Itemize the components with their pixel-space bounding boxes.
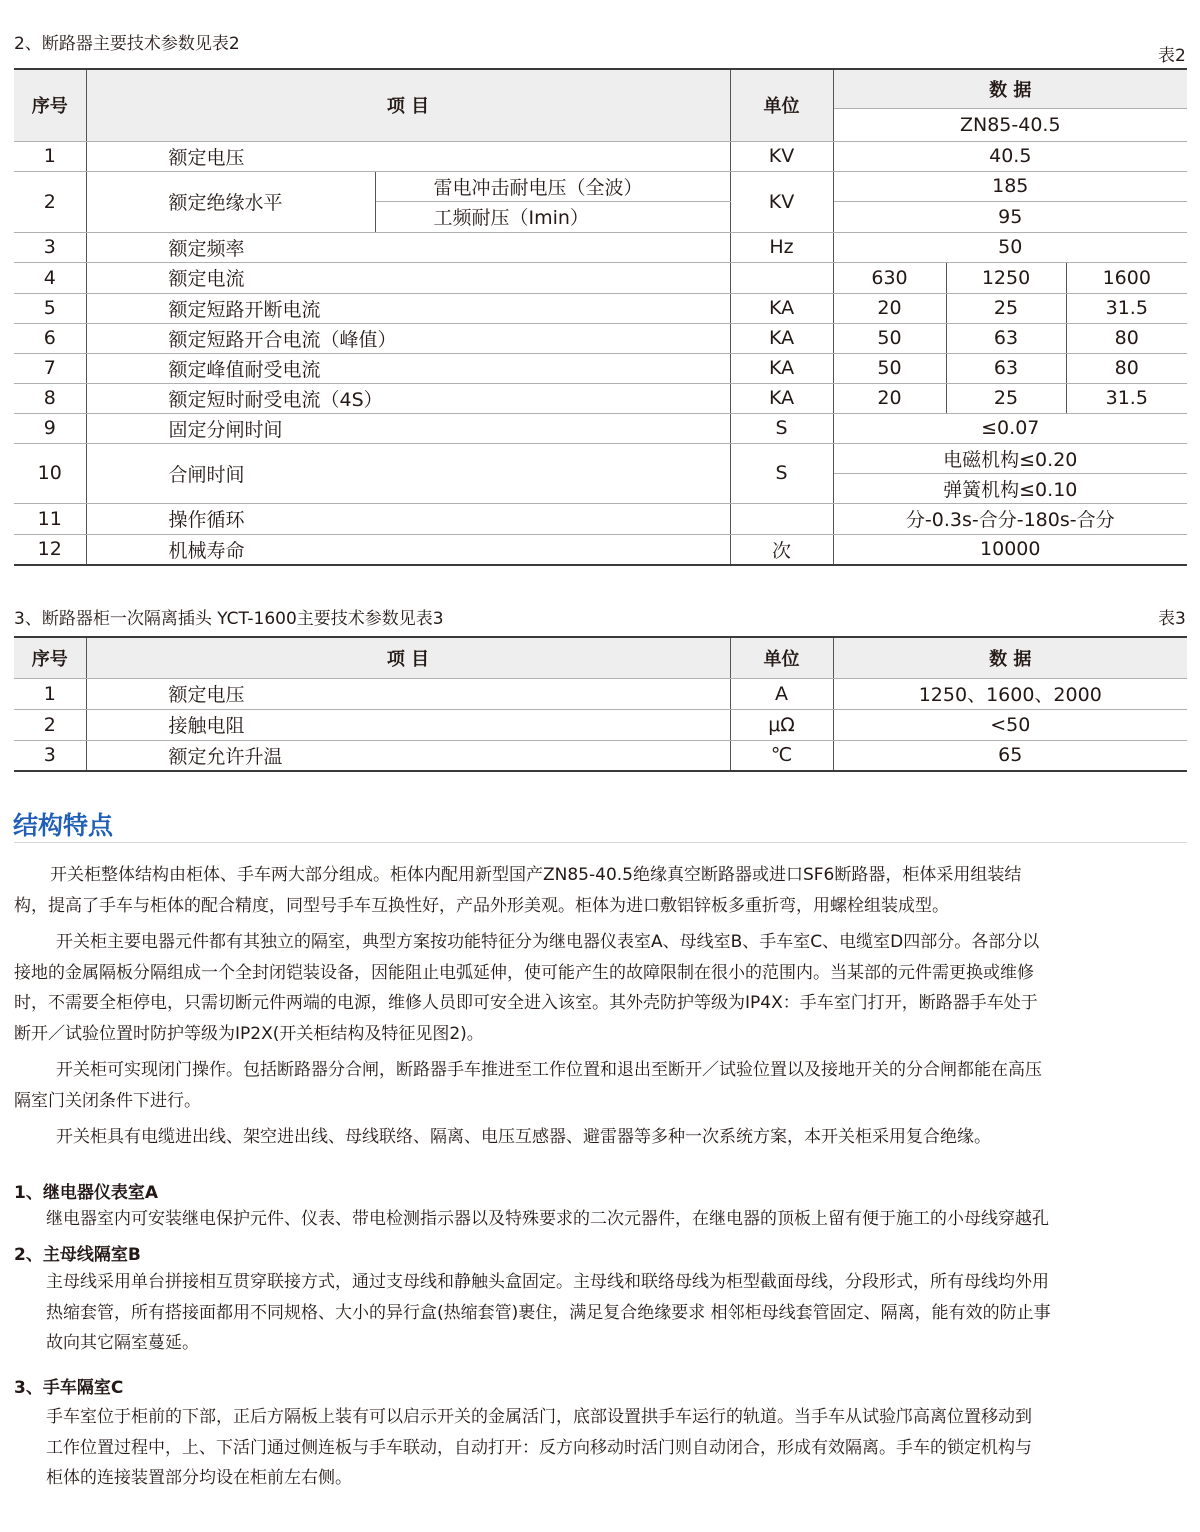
row-item: 额定短时耐受电流（4S） [86, 383, 730, 413]
table-row [14, 740, 1187, 770]
row-unit: KA [730, 353, 833, 383]
row-value: 185 [833, 171, 1187, 201]
structure-paragraph-1 [14, 860, 1187, 921]
row-value: 10000 [833, 534, 1187, 564]
header-data: 数 据 [833, 638, 1187, 678]
table-row [14, 323, 1187, 353]
paragraph-line: 接地的金属隔板分隔组成一个全封闭铠装设备，因能阻止电弧延伸，使可能产生的故障限制在很小的范围内。当某部的元件需更换或维修 [14, 962, 1034, 983]
paragraph-line: 构，提高了手车与柜体的配合精度，同型号手车互换性好，产品外形美观。柜体为进口敷铝锌板多重折弯，用螺栓组装成型。 [14, 895, 949, 916]
table-row [14, 353, 1187, 383]
row-value-3: 1600 [1066, 262, 1187, 293]
row-value-2: 25 [946, 293, 1066, 323]
row-item: 额定短路开合电流（峰值） [86, 323, 730, 353]
row-value-1: 50 [833, 353, 946, 383]
paragraph-line: 主母线采用单台拼接相互贯穿联接方式，通过支母线和静触头盒固定。主母线和联络母线为柜型截面母线，分段形式，所有母线均外用 [46, 1272, 1049, 1292]
paragraph-line: 工作位置过程中，上、下活门通过侧连板与手车联动，自动打开：反方向移动时活门则自动闭合，形成有效隔离。手车的锁定机构与 [46, 1437, 1032, 1458]
row-unit: A [730, 678, 833, 709]
header-data: 数 据 [833, 70, 1187, 108]
section-title-rule [14, 842, 1187, 843]
row-value: 40.5 [833, 141, 1187, 171]
row-no: 2 [14, 171, 86, 232]
row-unit: KA [730, 383, 833, 413]
header-unit: 单位 [730, 638, 833, 678]
row-unit: KA [730, 293, 833, 323]
table-row [14, 232, 1187, 262]
row-value: <50 [833, 709, 1187, 740]
row-no: 11 [14, 503, 86, 534]
table-row [14, 171, 1187, 201]
header-no: 序号 [14, 638, 86, 678]
paragraph-line: 继电器室内可安装继电保护元件、仪表、带电检测指示器以及特殊要求的二次元器件，在继电器的顶板上留有便于施工的小母线穿越孔 [46, 1209, 1049, 1229]
header-model: ZN85-40.5 [833, 108, 1187, 141]
table-row [14, 503, 1187, 534]
row-item: 额定允许升温 [86, 740, 730, 770]
row-unit: KA [730, 323, 833, 353]
row-unit: ℃ [730, 740, 833, 770]
subsection-heading-relay: 1、继电器仪表室A [14, 1183, 158, 1203]
row-value-3: 31.5 [1066, 293, 1187, 323]
row-item: 额定电压 [86, 678, 730, 709]
row-no: 2 [14, 709, 86, 740]
subsection-body-truck [46, 1402, 1187, 1494]
subsection-body-relay [46, 1204, 1187, 1235]
row-value-2: 63 [946, 353, 1066, 383]
table2-caption: 2、断路器主要技术参数见表2 [14, 34, 240, 54]
row-unit [730, 262, 833, 293]
table2-label: 表2 [1158, 46, 1186, 66]
row-item: 额定短路开断电流 [86, 293, 730, 323]
row-value-1: 20 [833, 383, 946, 413]
row-no: 7 [14, 353, 86, 383]
table-row [14, 443, 1187, 473]
paragraph-line: 柜体的连接装置部分均设在柜前左右侧。 [46, 1468, 352, 1488]
table-row [14, 293, 1187, 323]
table-row [14, 534, 1187, 564]
header-item: 项 目 [86, 70, 730, 141]
paragraph-line: 开关柜可实现闭门操作。包括断路器分合闸，断路器手车推进至工作位置和退出至断开／试验位置以及接地开关的分合闸都能在高压 [56, 1060, 1042, 1080]
row-unit: 次 [730, 534, 833, 564]
row-item: 接触电阻 [86, 709, 730, 740]
table2-bottom-rule [14, 564, 1187, 566]
row-value: 1250、1600、2000 [833, 678, 1187, 709]
header-no: 序号 [14, 70, 86, 141]
row-item: 合闸时间 [86, 443, 730, 503]
row-unit: KV [730, 141, 833, 171]
paragraph-line: 开关柜具有电缆进出线、架空进出线、母线联络、隔离、电压互感器、避雷器等多种一次系统方案，本开关柜采用复合绝缘。 [56, 1127, 991, 1147]
paragraph-line: 开关柜整体结构由柜体、手车两大部分组成。柜体内配用新型国产ZN85-40.5绝缘真空断路器或进口SF6断路器，柜体采用组装结 [50, 865, 1022, 885]
row-value-3: 80 [1066, 353, 1187, 383]
row-no: 12 [14, 534, 86, 564]
row-no: 8 [14, 383, 86, 413]
row-no: 1 [14, 678, 86, 709]
table3-caption: 3、断路器柜一次隔离插头 YCT-1600主要技术参数见表3 [14, 609, 444, 629]
row-value-1: 630 [833, 262, 946, 293]
table-row [14, 141, 1187, 171]
paragraph-line: 断开／试验位置时防护等级为IP2X(开关柜结构及特征见图2)。 [14, 1023, 484, 1044]
table-row [14, 709, 1187, 740]
row-value-3: 31.5 [1066, 383, 1187, 413]
row-value-1: 20 [833, 293, 946, 323]
row-value-2: 1250 [946, 262, 1066, 293]
paragraph-line: 故向其它隔室蔓延。 [46, 1333, 199, 1353]
row-no: 5 [14, 293, 86, 323]
row-item: 额定绝缘水平 [86, 171, 375, 232]
paragraph-line: 时，不需要全柜停电，只需切断元件两端的电源，维修人员即可安全进入该室。其外壳防护等级为IP4X：手车室门打开，断路器手车处于 [14, 993, 1038, 1013]
paragraph-line: 热缩套管，所有搭接面都用不同规格、大小的异行盒(热缩套管)裹住，满足复合绝缘要求 相邻柜母线套管固定、隔离，能有效的防止事 [46, 1302, 1051, 1323]
table2 [14, 70, 1187, 564]
row-value: 95 [833, 201, 1187, 232]
table3-label: 表3 [1158, 609, 1186, 629]
table-row [14, 678, 1187, 709]
row-value: 分-0.3s-合分-180s-合分 [833, 503, 1187, 534]
row-item: 操作循环 [86, 503, 730, 534]
row-no: 3 [14, 740, 86, 770]
header-item: 项 目 [86, 638, 730, 678]
structure-paragraph-4 [14, 1122, 1187, 1153]
row-subitem: 工频耐压（Imin） [375, 201, 730, 232]
row-no: 4 [14, 262, 86, 293]
row-value: 电磁机构≤0.20 [833, 443, 1187, 473]
row-value: ≤0.07 [833, 413, 1187, 443]
section-title: 结构特点 [13, 811, 114, 840]
row-unit: μΩ [730, 709, 833, 740]
row-no: 1 [14, 141, 86, 171]
table-row [14, 383, 1187, 413]
row-subitem: 雷电冲击耐电压（全波） [375, 171, 730, 201]
row-value: 弹簧机构≤0.10 [833, 473, 1187, 503]
row-unit [730, 503, 833, 534]
header-unit: 单位 [730, 70, 833, 141]
row-unit: Hz [730, 232, 833, 262]
row-no: 3 [14, 232, 86, 262]
table3-bottom-rule [14, 770, 1187, 772]
subsection-body-busbar [46, 1267, 1187, 1359]
subsection-heading-truck: 3、手车隔室C [14, 1378, 124, 1398]
row-item: 额定峰值耐受电流 [86, 353, 730, 383]
row-value-2: 63 [946, 323, 1066, 353]
structure-paragraph-3 [14, 1055, 1187, 1116]
row-no: 9 [14, 413, 86, 443]
row-value-1: 50 [833, 323, 946, 353]
structure-paragraph-2 [14, 927, 1187, 1049]
table-row [14, 262, 1187, 293]
subsection-heading-busbar: 2、主母线隔室B [14, 1245, 141, 1265]
row-value: 50 [833, 232, 1187, 262]
paragraph-line: 手车室位于柜前的下部，正后方隔板上装有可以启示开关的金属活门，底部设置拱手车运行的轨道。当手车从试验邝高离位置移动到 [46, 1407, 1032, 1427]
row-value: 65 [833, 740, 1187, 770]
row-value-2: 25 [946, 383, 1066, 413]
row-item: 额定电压 [86, 141, 730, 171]
paragraph-line: 隔室门关闭条件下进行。 [14, 1090, 201, 1111]
row-no: 10 [14, 443, 86, 503]
row-item: 额定电流 [86, 262, 730, 293]
row-item: 固定分闸时间 [86, 413, 730, 443]
row-item: 额定频率 [86, 232, 730, 262]
table3 [14, 638, 1187, 770]
row-unit: S [730, 413, 833, 443]
row-unit: S [730, 443, 833, 503]
row-item: 机械寿命 [86, 534, 730, 564]
table-row [14, 413, 1187, 443]
row-value-3: 80 [1066, 323, 1187, 353]
row-unit: KV [730, 171, 833, 232]
paragraph-line: 开关柜主要电器元件都有其独立的隔室，典型方案按功能特征分为继电器仪表室A、母线室B、手车室C、电缆室D四部分。各部分以 [56, 932, 1040, 952]
row-no: 6 [14, 323, 86, 353]
